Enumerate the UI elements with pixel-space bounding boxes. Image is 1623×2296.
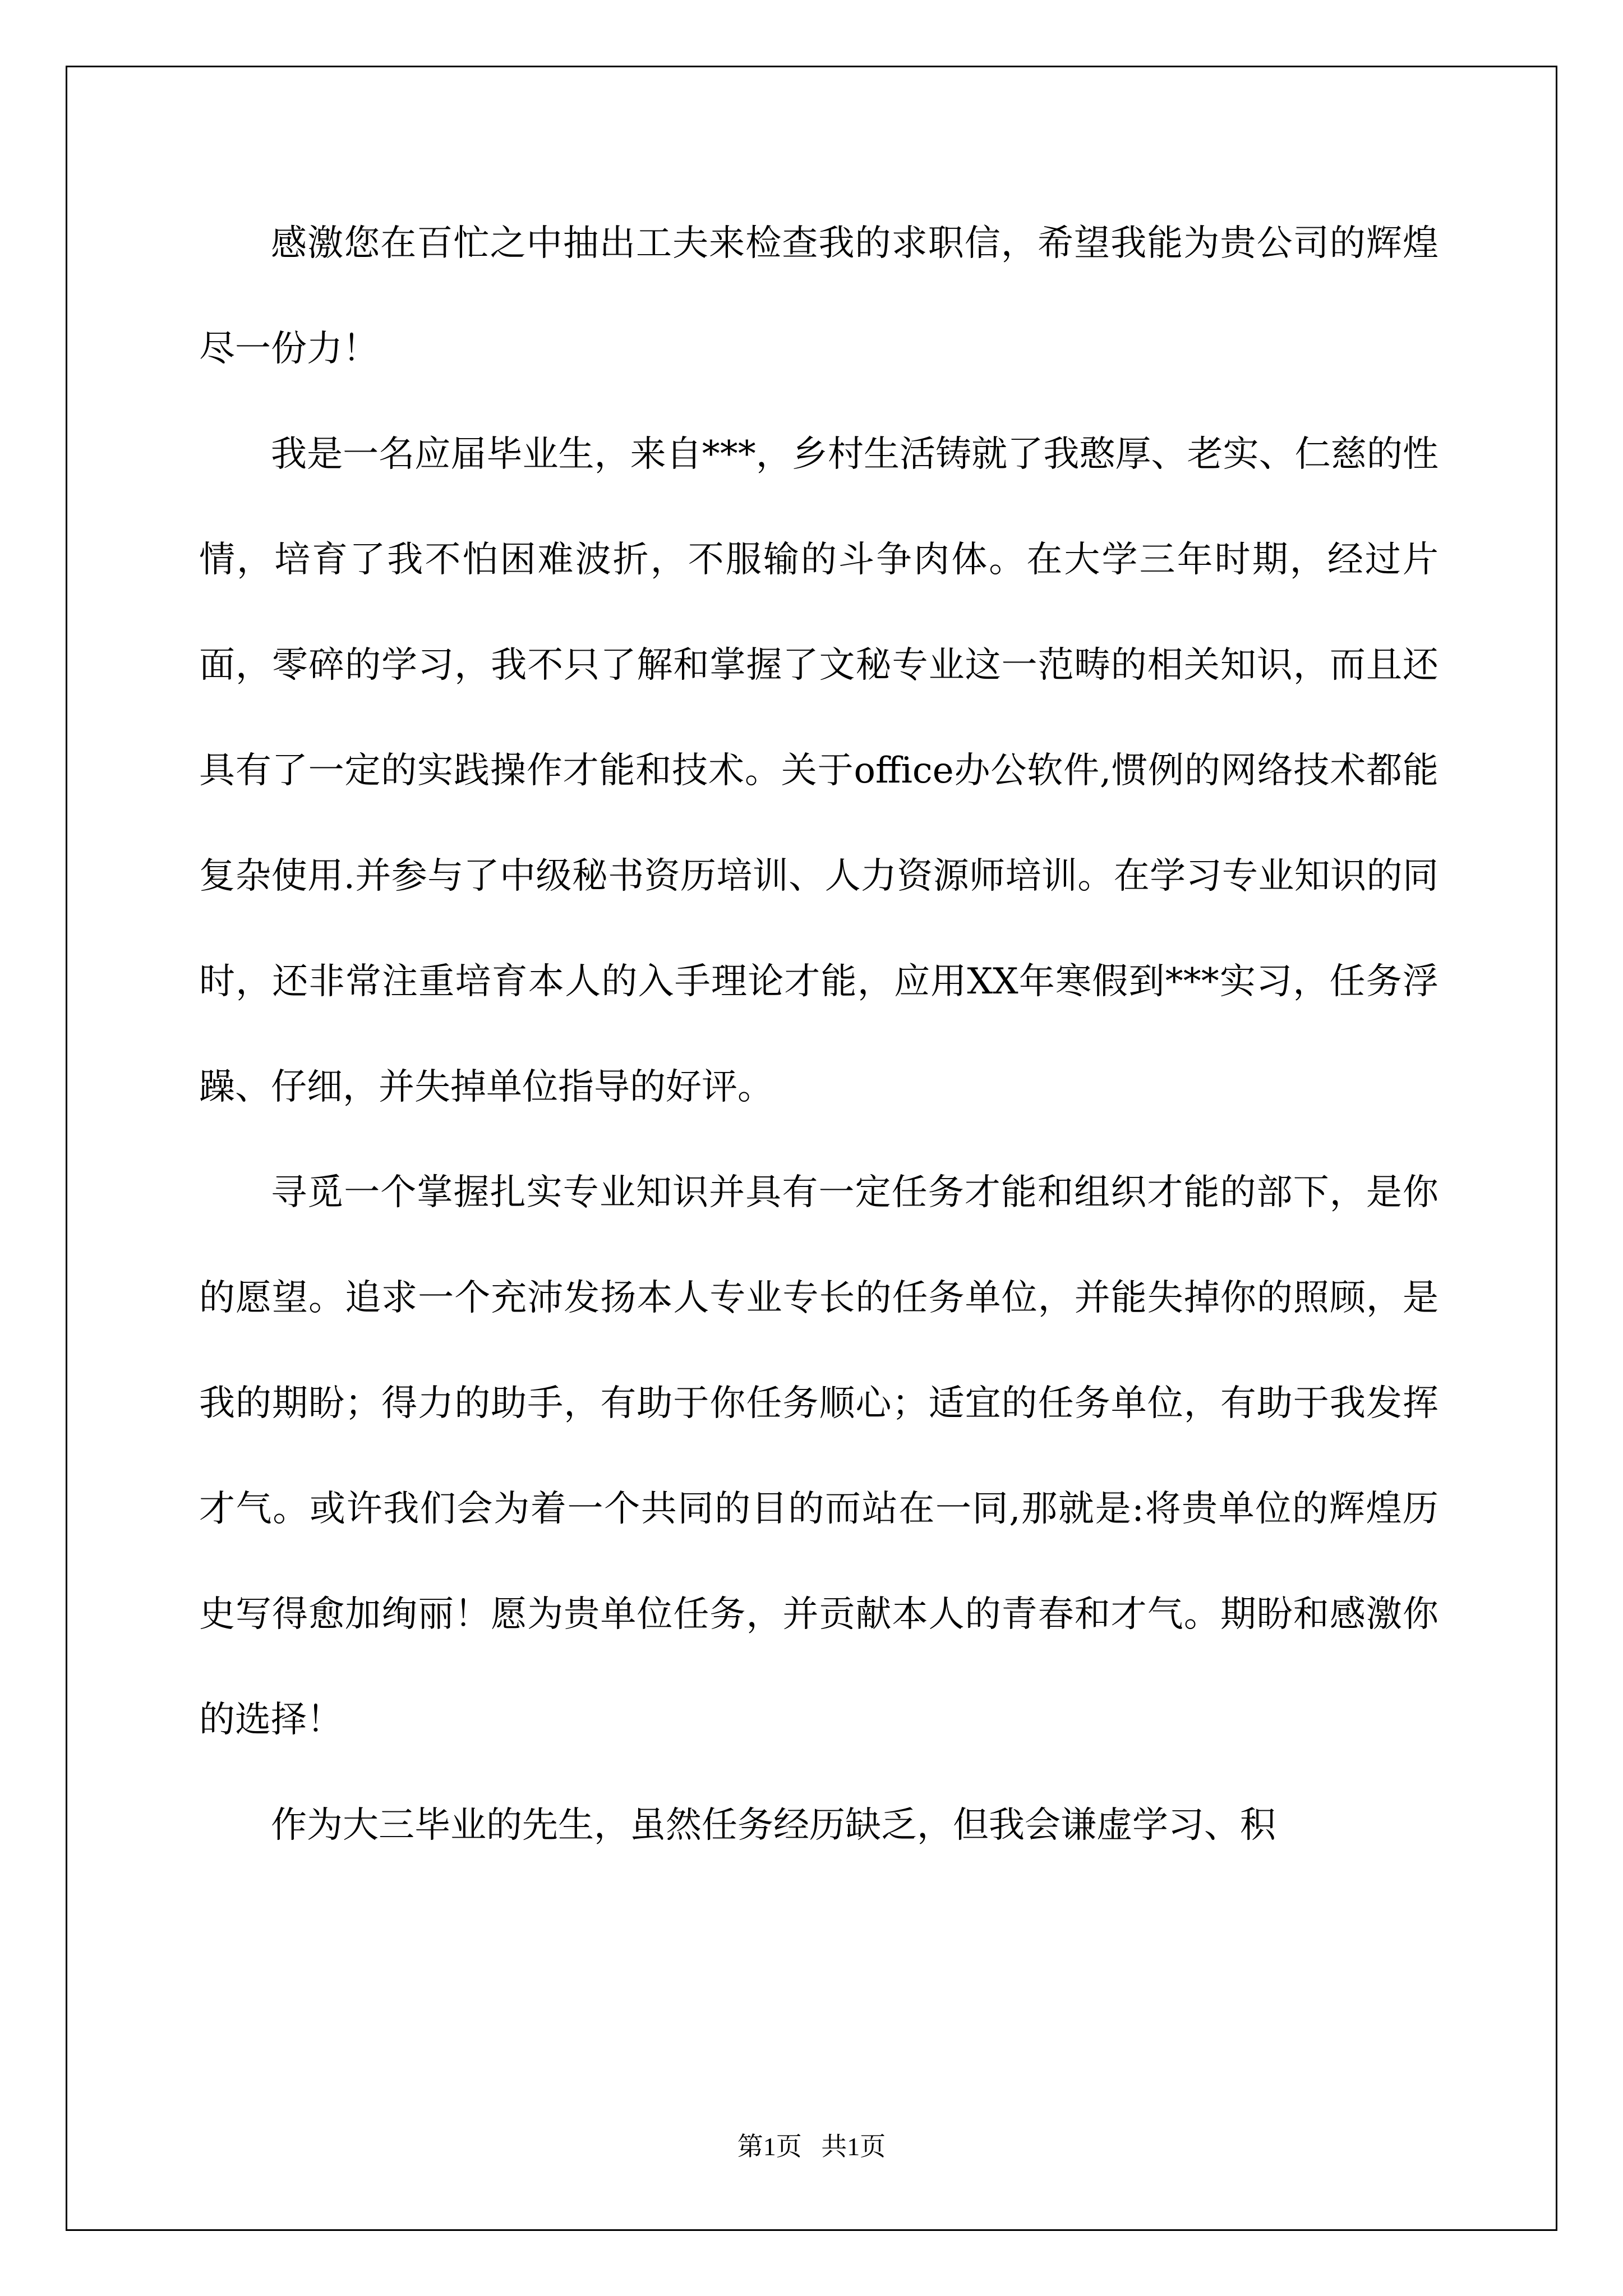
paragraph-aspiration: 寻觅一个掌握扎实专业知识并具有一定任务才能和组织才能的部下，是你的愿望。追求一个充沛发扬本人专业专长的任务单位，并能失掉你的照顾，是我的期盼；得力的助手，有助于你任务顺心；适宜的任务单位，有助于我发挥才气。或许我们会为着一个共同的目的而站在一同,那就是:将贵单位的辉煌历史写得愈加绚丽！愿为贵单位任务，并贡献本人的青春和才气。期盼和感激你的选择！ <box>199 1172 1438 1741</box>
paragraph-greeting: 感激您在百忙之中抽出工夫来检查我的求职信，希望我能为贵公司的辉煌尽一份力！ <box>199 223 1438 370</box>
letter-body <box>199 191 1438 1878</box>
paragraph-closing: 作为大三毕业的先生，虽然任务经历缺乏，但我会谦虚学习、积 <box>271 1805 1276 1846</box>
page-total: 共1页 <box>821 2132 886 2161</box>
page-number: 第1页 <box>737 2132 802 2161</box>
page-footer <box>0 2126 1623 2163</box>
paragraph-introduction: 我是一名应届毕业生，来自***，乡村生活铸就了我憨厚、老实、仁慈的性情，培育了我不怕困难波折，不服输的斗争肉体。在大学三年时期，经过片面，零碎的学习，我不只了解和掌握了文秘专业这一范畴的相关知识，而且还具有了一定的实践操作才能和技术。关于office办公软件,惯例的网络技术都能复杂使用.并参与了中级秘书资历培训、人力资源师培训。在学习专业知识的同时，还非常注重培育本人的入手理论才能，应用XX年寒假到***实习，任务浮躁、仔细，并失掉单位指导的好评。 <box>199 434 1438 1108</box>
